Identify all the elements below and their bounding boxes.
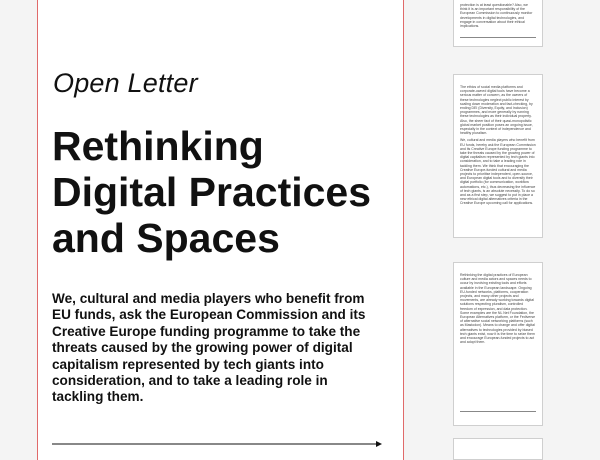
thumbnail-text: protection is at least questionable? Also, we think it is an important responsibility of the European Commission to continuously monitor developments in digital technologies, and engage in conversation about their ethical implications. — [460, 3, 533, 29]
page-thumbnail-4[interactable] — [453, 438, 543, 460]
thumbnail-text: The ethics of social media platforms and corporate-owned digital tools have become a serious matter of concern, as the owners of these technologies neglect public interest by scaling down moderation and fact-checking, by ending DEI (Diversity, Equity, and Inclusion) programmes, and more generally by running these technologies as their individual property. Also, the sheer fact of their quasi-monopolistic global market position poses an ongoing issue, especially in the context of independence and healthy pluralism. — [460, 85, 533, 136]
arrow-right-icon — [52, 440, 382, 450]
letter-page — [37, 0, 404, 460]
letter-lead-paragraph: We, cultural and media players who benefit from EU funds, ask the European Commission and its Creative Europe funding programme to take the threats caused by the growing power of digital capitalism represented by tech giants into consideration, and to take a leading role in tackling them. — [52, 291, 366, 405]
thumbnail-divider — [460, 37, 536, 38]
letter-title: Rethinking Digital Practices and Spaces — [52, 123, 372, 261]
thumbnail-text: We, cultural and media players who benefit from EU funds, hereby ask the European Commission and its Creative Europe funding programme to take the threats caused by the growing power of digital capitalism represented by tech giants into consideration, and to take a leading role in tackling them. We think that encouraging the Creative Europe-funded cultural and media projects to prioritise independent, open-source, and European digital tools and to diversify their digital portfolio (for communication, workflow automations, etc.), thus decreasing the influence of tech giants, is an absolute necessity. To do so and as a first step, we suggest to put in place a new ethical digital alternatives criteria in the Creative Europe upcoming call for applications. — [460, 138, 536, 206]
page-thumbnail-3[interactable] — [453, 262, 543, 426]
thumbnail-divider — [460, 411, 536, 412]
letter-subtitle: Open Letter — [53, 68, 198, 98]
thumbnail-text: Rethinking the digital practices of European culture and media actors and spaces needs to occur by involving existing tools and efforts available in the European landscape. Ongoing EU-funded networks, platforms, cooperation projects, and many other projects and movements, are already working towards digital solutions respecting pluralism, controlled freedom of expression, and data protection. Some examples are the NL Net Foundation, the European Alternatives platform, or the Fediverse of alternative social networking platforms (such as Mastodon). Means to change and offer digital alternatives to technologies provided by biased tech giants exist, now it is the time to seize them and encourage European-funded projects to act and adopt them. — [460, 273, 536, 345]
page-thumbnail-2[interactable] — [453, 74, 543, 238]
page-thumbnail-1[interactable] — [453, 0, 543, 47]
